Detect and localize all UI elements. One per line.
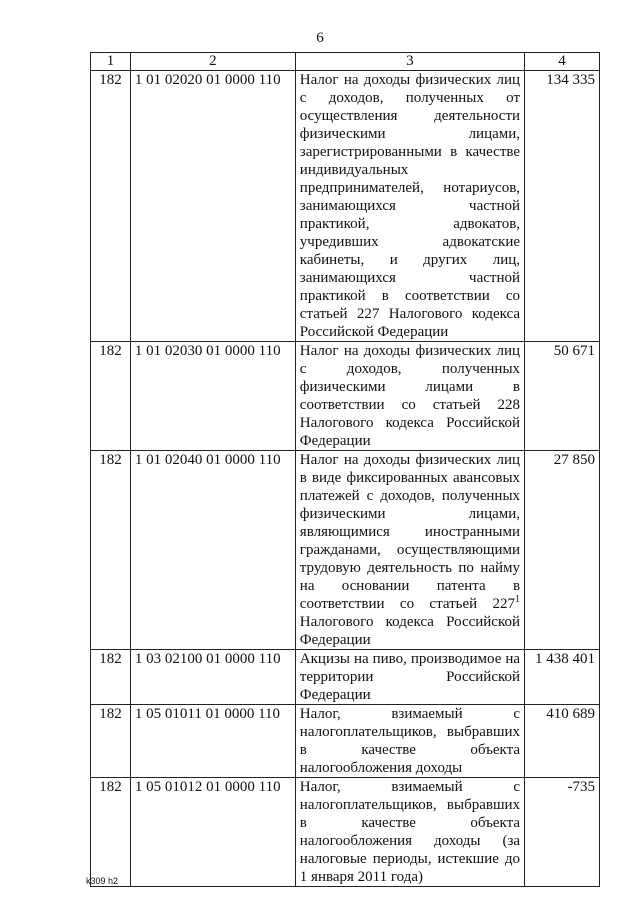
budget-classification-code: 1 05 01011 01 0000 110 (130, 705, 295, 778)
admin-code: 182 (91, 451, 131, 650)
header-col-2: 2 (130, 53, 295, 71)
description-text-tail: Налогового кодекса Российской Федерации (299, 614, 521, 648)
revenue-description: Налог, взимаемый с налогоплательщиков, выбравших в качестве объекта налогообложения доходы (295, 705, 524, 778)
table-row (91, 778, 600, 887)
header-col-3: 3 (295, 53, 524, 71)
revenue-description: Акцизы на пиво, производимое на территории Российской Федерации (295, 650, 524, 705)
budget-classification-code: 1 03 02100 01 0000 110 (130, 650, 295, 705)
revenue-amount: 50 671 (525, 342, 600, 451)
document-footer-code: k309 h2 (86, 876, 119, 886)
admin-code: 182 (91, 705, 131, 778)
description-text: Налог на доходы физических лиц в виде фиксированных авансовых платежей с доходов, полученных физическими лицами, являющимися иностранными гражданами, осуществляющими трудовую деятельность по найму на основании патента в соответствии со статьей 227 (299, 452, 521, 612)
revenue-amount: -735 (525, 778, 600, 887)
article-superscript: 1 (515, 594, 521, 605)
revenue-amount: 1 438 401 (525, 650, 600, 705)
revenue-description: Налог на доходы физических лиц с доходов, полученных от осуществления деятельности физическими лицами, зарегистрированными в качестве индивидуальных предпринимателей, нотариусов, занимающихся частной практикой, адвокатов, учредивших адвокатские кабинеты, и других лиц, занимающихся частной практикой в соответствии со статьей 227 Налогового кодекса Российской Федерации (295, 71, 524, 342)
admin-code: 182 (91, 71, 131, 342)
table-header-row (91, 53, 600, 71)
table-row (91, 342, 600, 451)
table-row (91, 451, 600, 650)
admin-code: 182 (91, 650, 131, 705)
table-row (91, 71, 600, 342)
revenue-description (295, 451, 524, 650)
revenue-amount: 134 335 (525, 71, 600, 342)
revenue-description: Налог на доходы физических лиц с доходов, полученных физическими лицами в соответствии со статьей 228 Налогового кодекса Российской Федерации (295, 342, 524, 451)
budget-classification-code: 1 01 02020 01 0000 110 (130, 71, 295, 342)
revenue-amount: 27 850 (525, 451, 600, 650)
table-row (91, 650, 600, 705)
budget-classification-code: 1 01 02030 01 0000 110 (130, 342, 295, 451)
revenue-table (90, 52, 600, 887)
admin-code: 182 (91, 342, 131, 451)
header-col-1: 1 (91, 53, 131, 71)
budget-classification-code: 1 05 01012 01 0000 110 (130, 778, 295, 887)
budget-classification-code: 1 01 02040 01 0000 110 (130, 451, 295, 650)
table-row (91, 705, 600, 778)
revenue-amount: 410 689 (525, 705, 600, 778)
header-col-4: 4 (525, 53, 600, 71)
revenue-description: Налог, взимаемый с налогоплательщиков, выбравших в качестве объекта налогообложения доходы (за налоговые периоды, истекшие до 1 января 2011 года) (295, 778, 524, 887)
page-number: 6 (316, 30, 324, 46)
admin-code: 182 (91, 778, 131, 887)
